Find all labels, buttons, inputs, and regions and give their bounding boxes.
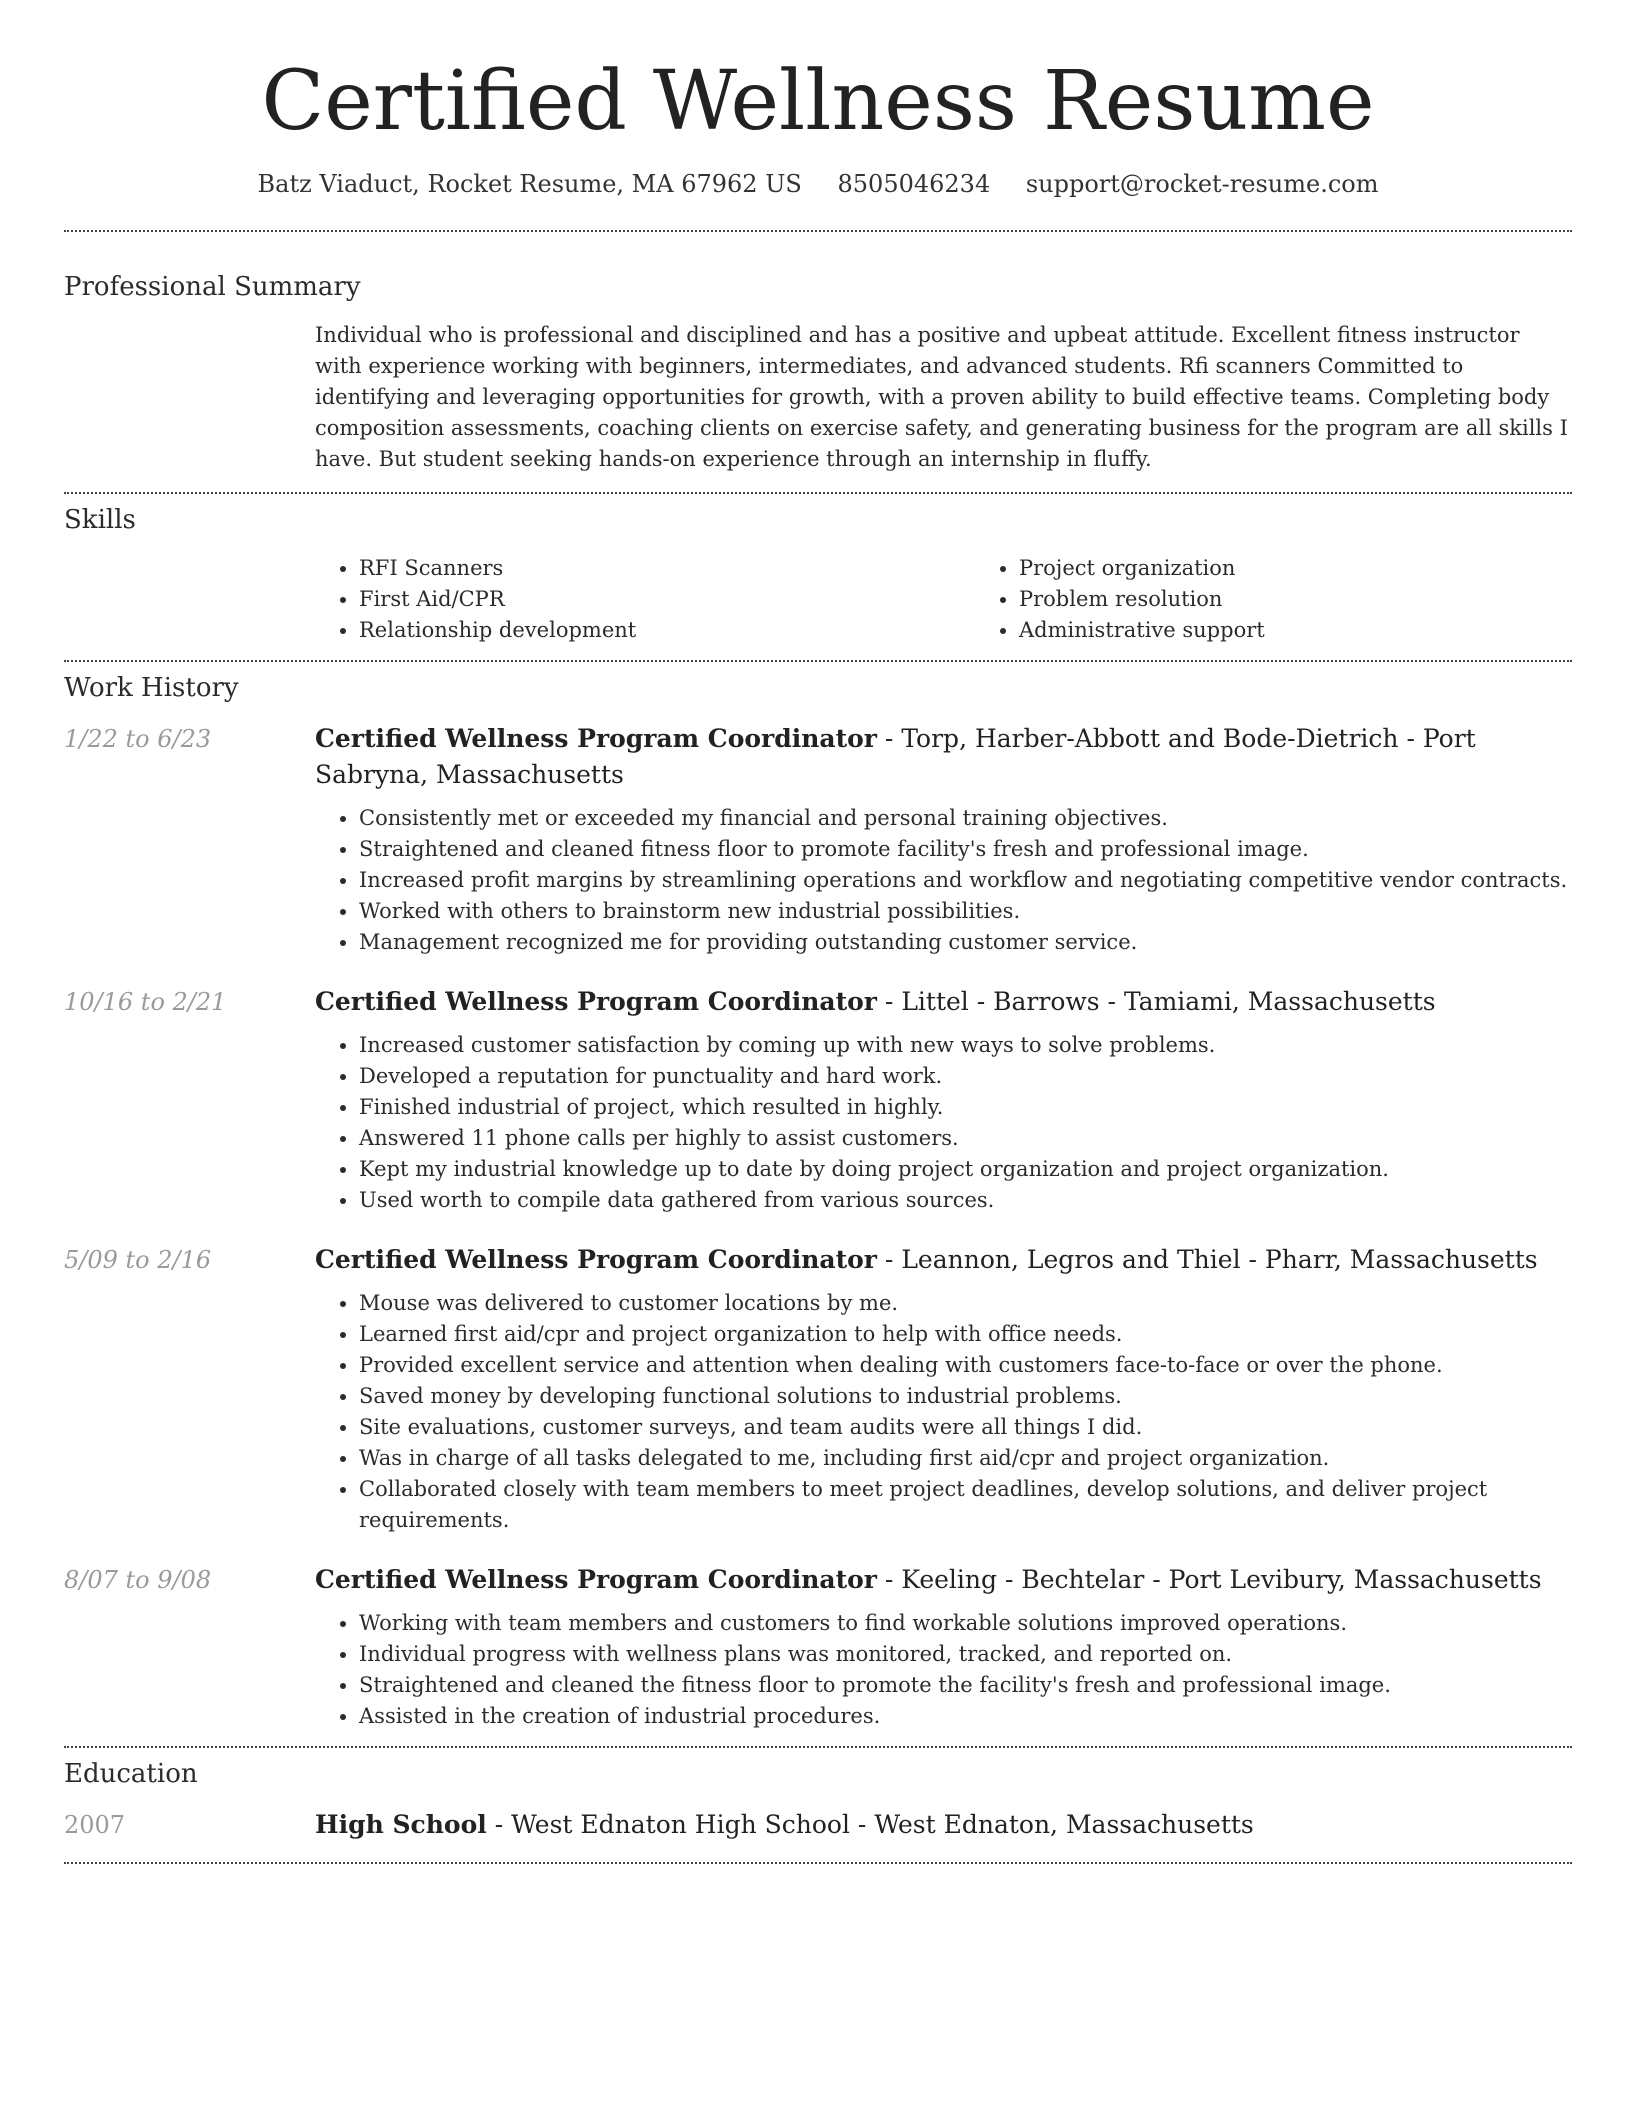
job-dates: 1/22 to 6/23 bbox=[64, 725, 212, 753]
job-details: - Keeling - Bechtelar - Port Levibury, Massachusetts bbox=[876, 1565, 1542, 1594]
job-title bbox=[315, 1562, 1572, 1598]
skill-item: • Problem resolution bbox=[1019, 584, 1632, 615]
education-body bbox=[315, 1807, 1572, 1843]
summary-body bbox=[315, 320, 1572, 475]
contact-email: support@rocket-resume.com bbox=[1025, 170, 1379, 198]
education-section bbox=[64, 1759, 1572, 1843]
job-bullets bbox=[315, 803, 1572, 958]
divider bbox=[64, 660, 1572, 662]
work-heading: Work History bbox=[64, 673, 239, 703]
job-bullet: • Collaborated closely with team members to meet project deadlines, develop solutions, and deliver project requirements. bbox=[359, 1474, 1572, 1536]
job-bullet: • Individual progress with wellness plans was monitored, tracked, and reported on. bbox=[359, 1639, 1572, 1670]
job-bullets bbox=[315, 1288, 1572, 1536]
job-bullet: • Increased profit margins by streamlining operations and workflow and negotiating competitive vendor contracts. bbox=[359, 865, 1572, 896]
job-body bbox=[315, 984, 1572, 1216]
skill-item: • Relationship development bbox=[359, 615, 975, 646]
divider bbox=[64, 230, 1572, 232]
job-bullet: • Was in charge of all tasks delegated to me, including first aid/cpr and project organization. bbox=[359, 1443, 1572, 1474]
education-entry bbox=[64, 1807, 1572, 1843]
skill-item: • RFI Scanners bbox=[359, 553, 975, 584]
skills-list-left bbox=[315, 553, 975, 646]
education-details: - West Ednaton High School - West Ednaton, Massachusetts bbox=[486, 1810, 1254, 1839]
job-bullet: • Saved money by developing functional solutions to industrial problems. bbox=[359, 1381, 1572, 1412]
summary-heading: Professional Summary bbox=[64, 272, 361, 302]
divider bbox=[64, 1862, 1572, 1864]
job-title bbox=[315, 984, 1572, 1020]
summary-spacer bbox=[64, 320, 315, 475]
job-dates: 5/09 to 2/16 bbox=[64, 1246, 212, 1274]
job-entry bbox=[64, 1242, 1572, 1536]
job-dates: 10/16 to 2/21 bbox=[64, 988, 227, 1016]
contact-address: Batz Viaduct, Rocket Resume, MA 67962 US bbox=[257, 170, 802, 198]
job-role: Certified Wellness Program Coordinator bbox=[315, 1565, 877, 1594]
job-bullet: • Mouse was delivered to customer locations by me. bbox=[359, 1288, 1572, 1319]
divider bbox=[64, 492, 1572, 494]
summary-text: Individual who is professional and disciplined and has a positive and upbeat attitude. Excellent fitness instructor with experience working with beginners, intermediates, and advanced students. Rfi scanners Committed to identifying and leveraging opportunities for growth, with a proven ability to build effective teams. Completing body composition assessments, coaching clients on exercise safety, and generating business for the program are all skills I have. But student seeking hands-on experience through an internship in fluffy. bbox=[315, 323, 1568, 471]
job-bullet: • Kept my industrial knowledge up to date by doing project organization and project organization. bbox=[359, 1154, 1572, 1185]
job-body bbox=[315, 1242, 1572, 1536]
job-role: Certified Wellness Program Coordinator bbox=[315, 987, 877, 1016]
job-bullet: • Straightened and cleaned fitness floor to promote facility's fresh and professional image. bbox=[359, 834, 1572, 865]
job-body bbox=[315, 721, 1572, 958]
job-bullet: • Site evaluations, customer surveys, and team audits were all things I did. bbox=[359, 1412, 1572, 1443]
job-bullet: • Answered 11 phone calls per highly to assist customers. bbox=[359, 1123, 1572, 1154]
job-dates: 8/07 to 9/08 bbox=[64, 1566, 212, 1594]
job-bullet: • Management recognized me for providing outstanding customer service. bbox=[359, 927, 1572, 958]
contact-phone: 8505046234 bbox=[837, 170, 991, 198]
job-bullets bbox=[315, 1608, 1572, 1732]
skills-row bbox=[64, 553, 1572, 646]
education-heading: Education bbox=[64, 1759, 198, 1789]
job-bullet: • Worked with others to brainstorm new industrial possibilities. bbox=[359, 896, 1572, 927]
job-bullet: • Assisted in the creation of industrial procedures. bbox=[359, 1701, 1572, 1732]
skills-grid bbox=[315, 553, 1632, 646]
resume-title: Certified Wellness Resume bbox=[261, 54, 1375, 149]
education-year: 2007 bbox=[64, 1811, 126, 1839]
job-bullet: • Straightened and cleaned the fitness floor to promote the facility's fresh and professional image. bbox=[359, 1670, 1572, 1701]
job-body bbox=[315, 1562, 1572, 1732]
skill-item: • First Aid/CPR bbox=[359, 584, 975, 615]
job-entry bbox=[64, 1562, 1572, 1732]
summary-row bbox=[64, 320, 1572, 475]
divider bbox=[64, 1746, 1572, 1748]
job-bullet: • Used worth to compile data gathered from various sources. bbox=[359, 1185, 1572, 1216]
education-title bbox=[315, 1807, 1572, 1843]
work-section bbox=[64, 673, 1572, 1732]
job-details: - Littel - Barrows - Tamiami, Massachusetts bbox=[876, 987, 1436, 1016]
summary-section bbox=[64, 272, 1572, 475]
resume-page bbox=[64, 0, 1572, 1864]
skill-item: • Project organization bbox=[1019, 553, 1632, 584]
job-details: - Torp, Harber-Abbott and Bode-Dietrich - Port Sabryna, Massachusetts bbox=[315, 724, 1476, 789]
contact-line bbox=[64, 168, 1572, 200]
job-bullet: • Provided excellent service and attention when dealing with customers face-to-face or over the phone. bbox=[359, 1350, 1572, 1381]
skills-heading: Skills bbox=[64, 505, 136, 535]
job-role: Certified Wellness Program Coordinator bbox=[315, 724, 877, 753]
job-title bbox=[315, 1242, 1572, 1278]
skills-list-right bbox=[975, 553, 1632, 646]
job-details: - Leannon, Legros and Thiel - Pharr, Massachusetts bbox=[876, 1245, 1538, 1274]
job-entry bbox=[64, 721, 1572, 958]
job-bullet: • Working with team members and customers to find workable solutions improved operations. bbox=[359, 1608, 1572, 1639]
skill-item: • Administrative support bbox=[1019, 615, 1632, 646]
job-bullets bbox=[315, 1030, 1572, 1216]
skills-section bbox=[64, 505, 1572, 646]
job-bullet: • Consistently met or exceeded my financial and personal training objectives. bbox=[359, 803, 1572, 834]
job-bullet: • Developed a reputation for punctuality and hard work. bbox=[359, 1061, 1572, 1092]
job-title bbox=[315, 721, 1572, 793]
education-degree: High School bbox=[315, 1810, 487, 1839]
job-entry bbox=[64, 984, 1572, 1216]
job-bullet: • Increased customer satisfaction by coming up with new ways to solve problems. bbox=[359, 1030, 1572, 1061]
job-role: Certified Wellness Program Coordinator bbox=[315, 1245, 877, 1274]
job-bullet: • Learned first aid/cpr and project organization to help with office needs. bbox=[359, 1319, 1572, 1350]
job-bullet: • Finished industrial of project, which resulted in highly. bbox=[359, 1092, 1572, 1123]
skills-spacer bbox=[64, 553, 315, 646]
